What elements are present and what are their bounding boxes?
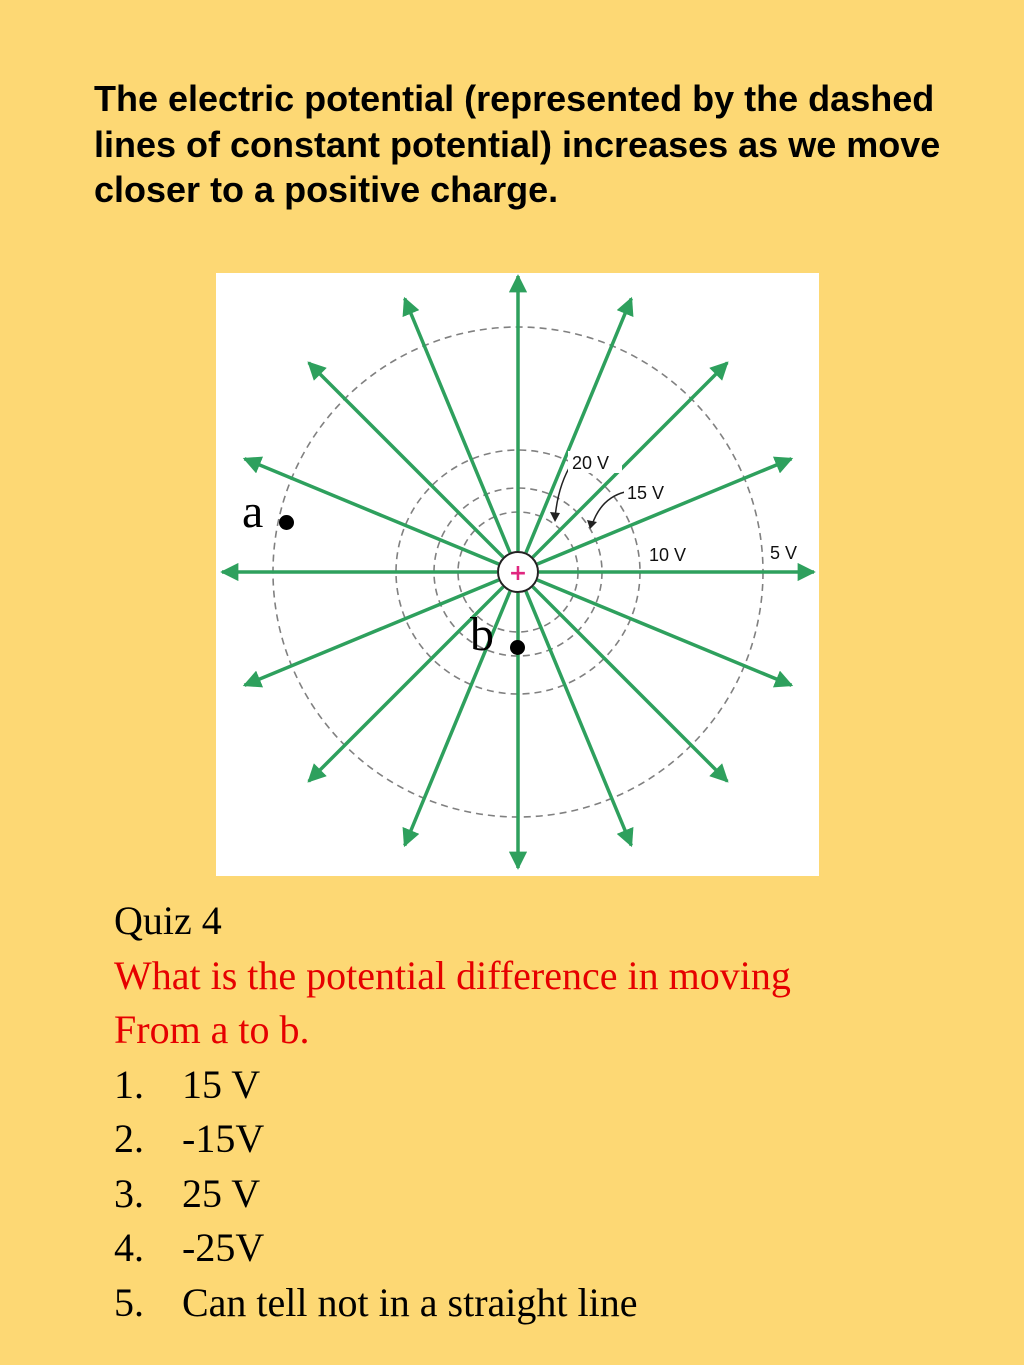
quiz-question-line-2: From a to b. [114,1007,310,1052]
label-15v: 15 V [627,483,665,503]
option-text: 15 V [182,1061,261,1107]
point-a-dot [279,515,294,530]
option-number: 1. [114,1061,144,1107]
point-b-dot [510,640,525,655]
quiz-title: Quiz 4 [114,898,222,943]
label-20v: 20 V [572,453,610,473]
label-10v: 10 V [649,545,687,565]
answer-option-5[interactable] [114,1276,994,1331]
slide-heading: The electric potential (represented by the dashed lines of constant potential) increases as we move closer to a positive charge. [94,78,941,210]
option-number: 5. [114,1279,144,1325]
field-diagram-canvas [216,273,819,876]
option-text: 25 V [182,1170,261,1216]
quiz-question-line-1: What is the potential difference in moving [114,952,791,998]
field-line-arrow [533,363,728,558]
field-line-arrow [245,459,499,564]
charge-plus-sign: + [508,561,528,586]
option-number: 3. [114,1170,144,1216]
answer-option-4[interactable] [114,1221,994,1276]
label-15v-callout-arrowhead [587,520,597,529]
field-line-arrow [405,591,510,845]
field-line-arrow [309,363,504,558]
label-5v: 5 V [770,543,798,563]
answer-option-3[interactable] [114,1167,994,1222]
option-text: Can tell not in a straight line [182,1279,638,1325]
point-a-label: a [242,485,264,538]
answer-option-1[interactable] [114,1058,994,1113]
point-b-label: b [470,608,494,661]
option-text: -25V [182,1225,265,1270]
field-line-arrow [526,299,631,553]
answer-options [114,1058,994,1331]
electric-field-diagram [216,273,819,876]
answer-option-2[interactable] [114,1112,994,1167]
field-line-arrow [533,587,728,782]
option-text: -15V [182,1116,265,1161]
quiz-block [114,894,994,1330]
field-line-arrow [537,580,791,685]
option-number: 2. [114,1116,144,1161]
option-number: 4. [114,1225,144,1270]
label-20v-callout-arrowhead [550,512,560,522]
label-15v-callout-arrow [592,492,625,525]
